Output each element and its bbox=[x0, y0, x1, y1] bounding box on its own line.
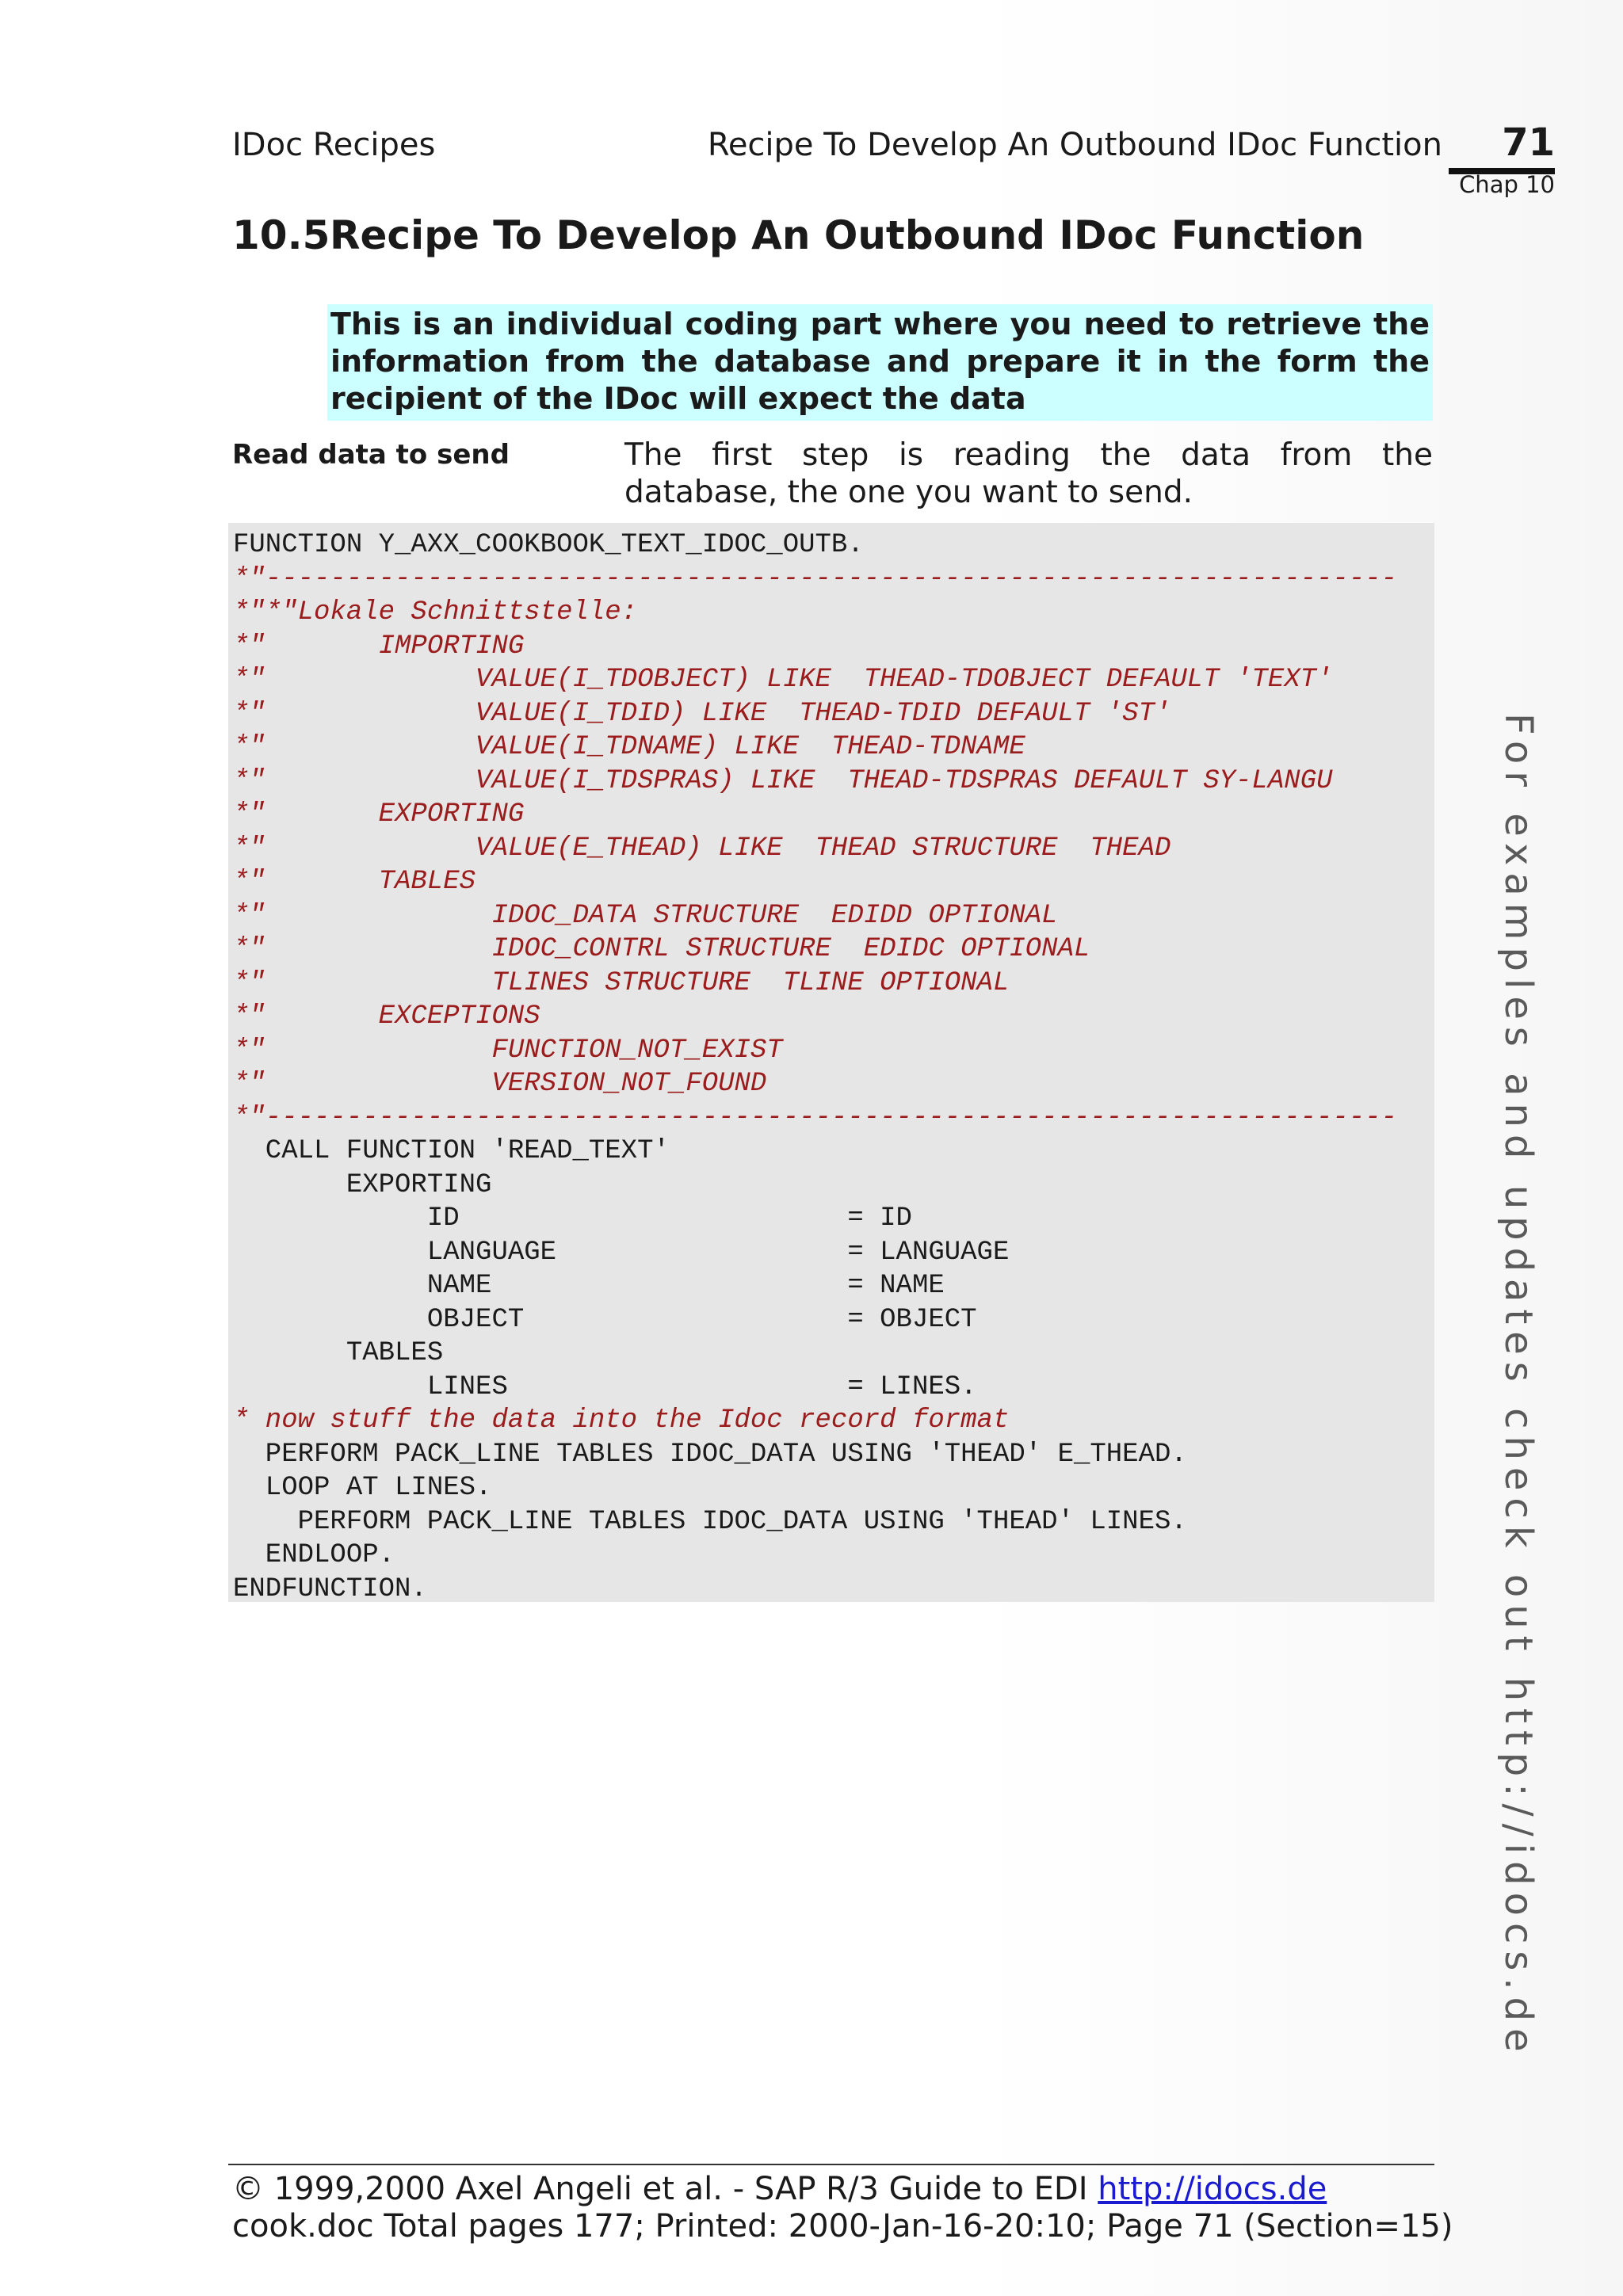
side-banner-text: For examples and updates check out http://idocs.de bbox=[1496, 713, 1541, 2059]
code-comment-line: *" VALUE(I_TDOBJECT) LIKE THEAD-TDOBJECT DEFAULT 'TEXT' bbox=[233, 665, 1333, 695]
margin-note: Read data to send bbox=[232, 439, 510, 471]
running-header-left: IDoc Recipes bbox=[232, 127, 436, 163]
code-comment-line: *"---------------------------------------------------------------------- bbox=[233, 563, 1398, 594]
code-comment-line: *" VALUE(I_TDSPRAS) LIKE THEAD-TDSPRAS DEFAULT SY-LANGU bbox=[233, 765, 1333, 796]
code-comment-line: *" IDOC_DATA STRUCTURE EDIDD OPTIONAL bbox=[233, 900, 1058, 931]
running-header-right: Recipe To Develop An Outbound IDoc Function bbox=[707, 127, 1442, 163]
code-comment-line: *" IMPORTING bbox=[233, 631, 525, 662]
section-title: Recipe To Develop An Outbound IDoc Function bbox=[330, 212, 1365, 258]
code-line: TABLES bbox=[233, 1338, 444, 1368]
code-comment-line: * now stuff the data into the Idoc record format bbox=[233, 1405, 1010, 1436]
code-comment-line: *" VALUE(I_TDID) LIKE THEAD-TDID DEFAULT 'ST' bbox=[233, 698, 1171, 729]
code-line: FUNCTION Y_AXX_COOKBOOK_TEXT_IDOC_OUTB. bbox=[233, 530, 864, 560]
code-line: ENDLOOP. bbox=[233, 1540, 395, 1570]
footer-print-info: cook.doc Total pages 177; Printed: 2000-Jan-16-20:10; Page 71 (Section=15) bbox=[232, 2208, 1453, 2245]
code-line: LOOP AT LINES. bbox=[233, 1473, 492, 1503]
section-number: 10.5 bbox=[232, 212, 330, 258]
chapter-label: Chap 10 bbox=[1459, 171, 1555, 198]
code-comment-line: *" FUNCTION_NOT_EXIST bbox=[233, 1035, 783, 1066]
code-line: CALL FUNCTION 'READ_TEXT' bbox=[233, 1136, 670, 1166]
footer-link[interactable]: http://idocs.de bbox=[1098, 2171, 1327, 2207]
code-line: ENDFUNCTION. bbox=[233, 1573, 427, 1604]
code-comment-line: *" VALUE(E_THEAD) LIKE THEAD STRUCTURE THEAD bbox=[233, 833, 1171, 864]
section-heading bbox=[232, 212, 1364, 258]
code-comment-line: *"*"Lokale Schnittstelle: bbox=[233, 597, 638, 627]
code-comment-line: *" VALUE(I_TDNAME) LIKE THEAD-TDNAME bbox=[233, 732, 1025, 762]
code-line: LANGUAGE = LANGUAGE bbox=[233, 1237, 1010, 1268]
code-line: LINES = LINES. bbox=[233, 1371, 977, 1402]
code-line: PERFORM PACK_LINE TABLES IDOC_DATA USING 'THEAD' E_THEAD. bbox=[233, 1439, 1187, 1470]
code-comment-line: *" VERSION_NOT_FOUND bbox=[233, 1069, 767, 1099]
code-comment-line: *" EXPORTING bbox=[233, 799, 525, 830]
body-paragraph: The first step is reading the data from the database, the one you want to send. bbox=[624, 437, 1433, 510]
code-line: OBJECT = OBJECT bbox=[233, 1304, 977, 1335]
footer-copyright-line bbox=[232, 2171, 1327, 2207]
code-line: EXPORTING bbox=[233, 1169, 492, 1200]
footer-divider bbox=[228, 2164, 1434, 2165]
page-number: 71 bbox=[1449, 120, 1555, 174]
section-abstract: This is an individual coding part where you need to retrieve the information from the database and prepare it in the form the recipient of the IDoc will expect the data bbox=[327, 304, 1433, 421]
code-comment-line: *" TABLES bbox=[233, 867, 476, 897]
code-comment-line: *" EXCEPTIONS bbox=[233, 1001, 540, 1032]
code-comment-line: *" TLINES STRUCTURE TLINE OPTIONAL bbox=[233, 967, 1010, 998]
code-line: PERFORM PACK_LINE TABLES IDOC_DATA USING 'THEAD' LINES. bbox=[233, 1506, 1187, 1537]
code-listing bbox=[228, 523, 1434, 1602]
code-comment-line: *" IDOC_CONTRL STRUCTURE EDIDC OPTIONAL bbox=[233, 934, 1090, 964]
footer-copyright: © 1999,2000 Axel Angeli et al. - SAP R/3 Guide to EDI bbox=[232, 2171, 1088, 2207]
code-line: ID = ID bbox=[233, 1203, 912, 1234]
code-line: NAME = NAME bbox=[233, 1271, 945, 1301]
code-comment-line: *"---------------------------------------------------------------------- bbox=[233, 1102, 1398, 1133]
